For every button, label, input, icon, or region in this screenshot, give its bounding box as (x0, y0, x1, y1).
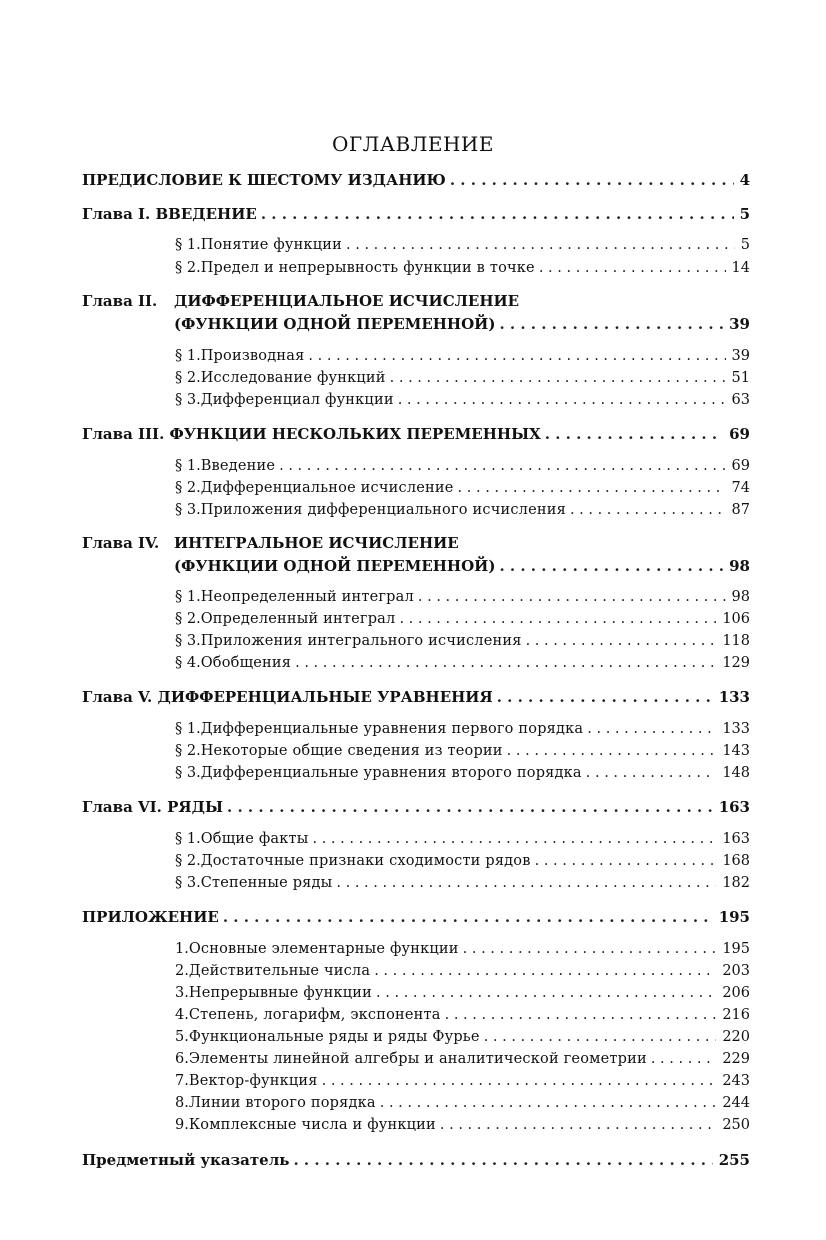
chapter-number: Глава VI. (82, 798, 162, 816)
page-number: 182 (722, 875, 750, 891)
toc-section[interactable]: § 2. Дифференциальное исчисление . . . 74 (175, 478, 750, 498)
toc-chapter-2[interactable] (174, 314, 750, 334)
page-number: 5 (740, 237, 750, 253)
toc-appendix[interactable] (82, 907, 750, 927)
chapter-title-cont: (ФУНКЦИИ ОДНОЙ ПЕРЕМЕННОЙ) (174, 315, 496, 333)
toc-appendix-item[interactable]: 9. Комплексные числа и функции . . . 250 (175, 1115, 750, 1135)
page-number: 143 (722, 743, 750, 759)
chapter-number: Глава I. (82, 205, 151, 223)
toc-section[interactable]: § 2. Некоторые общие сведения из теории . . . 143 (175, 741, 750, 761)
page-number: 244 (722, 1095, 750, 1111)
chapter-number: Глава V. (82, 688, 153, 706)
toc-appendix-item[interactable]: 1. Основные элементарные функции . . . 195 (175, 939, 750, 959)
page-number: 133 (718, 688, 750, 706)
page-number: 106 (722, 611, 750, 627)
entry-label: ПРЕДИСЛОВИЕ К ШЕСТОМУ ИЗДАНИЮ (82, 171, 446, 189)
chapter-number: Глава III. (82, 425, 165, 443)
toc-appendix-item[interactable]: 6. Элементы линейной алгебры и аналитической геометрии . . . 229 (175, 1049, 750, 1069)
toc-section[interactable]: § 2. Исследование функций . . . 51 (175, 368, 750, 388)
toc-chapter-4-heading[interactable] (82, 533, 459, 553)
page-number: 14 (731, 260, 750, 276)
page-number: 39 (729, 315, 750, 333)
page-number: 203 (722, 963, 750, 979)
toc-chapter-3[interactable] (82, 424, 750, 444)
chapter-title: ДИФФЕРЕНЦИАЛЬНОЕ ИСЧИСЛЕНИЕ (174, 292, 520, 310)
toc-section[interactable]: § 1. Введение . . . 69 (175, 456, 750, 476)
toc-section[interactable]: § 4. Обобщения . . . 129 (175, 653, 750, 673)
chapter-title: РЯДЫ (167, 798, 224, 816)
page-number: 69 (731, 458, 750, 474)
page-number: 39 (731, 348, 750, 364)
chapter-number: Глава IV. (82, 534, 160, 552)
page-title: ОГЛАВЛЕНИЕ (332, 132, 494, 156)
toc-chapter-1[interactable] (82, 204, 750, 224)
toc-section[interactable]: § 2. Достаточные признаки сходимости рядов . . . 168 (175, 851, 750, 871)
page-number: 163 (718, 798, 750, 816)
toc-section[interactable]: § 1. Общие факты . . . 163 (175, 829, 750, 849)
page-number: 163 (722, 831, 750, 847)
page-number: 129 (722, 655, 750, 671)
page-number: 229 (722, 1051, 750, 1067)
toc-appendix-item[interactable]: 7. Вектор-функция . . . 243 (175, 1071, 750, 1091)
toc-section[interactable]: § 3. Приложения интегрального исчисления . . . 118 (175, 631, 750, 651)
toc-section[interactable]: § 1. Неопределенный интеграл . . . 98 (175, 587, 750, 607)
toc-section[interactable]: § 3. Степенные ряды . . . 182 (175, 873, 750, 893)
chapter-number: Глава II. (82, 292, 158, 310)
page-number: 133 (722, 721, 750, 737)
chapter-title: ВВЕДЕНИЕ (155, 205, 257, 223)
page-number: 206 (722, 985, 750, 1001)
page-number: 195 (718, 908, 750, 926)
toc-section[interactable]: § 2. Предел и непрерывность функции в точке . . . 14 (175, 258, 750, 278)
toc-appendix-item[interactable]: 2. Действительные числа . . . 203 (175, 961, 750, 981)
toc-section[interactable]: § 2. Определенный интеграл . . . 106 (175, 609, 750, 629)
page-number: 243 (722, 1073, 750, 1089)
page-number: 5 (739, 205, 750, 223)
toc-section[interactable]: § 1. Производная . . . 39 (175, 346, 750, 366)
page-number: 195 (722, 941, 750, 957)
page-number: 220 (722, 1029, 750, 1045)
chapter-title: ДИФФЕРЕНЦИАЛЬНЫЕ УРАВНЕНИЯ (157, 688, 493, 706)
page-number: 4 (739, 171, 750, 189)
page-number: 148 (722, 765, 750, 781)
chapter-title: ИНТЕГРАЛЬНОЕ ИСЧИСЛЕНИЕ (174, 534, 459, 552)
toc-index[interactable] (82, 1150, 750, 1170)
chapter-title: ФУНКЦИИ НЕСКОЛЬКИХ ПЕРЕМЕННЫХ (169, 425, 541, 443)
page-number: 87 (731, 502, 750, 518)
page-number: 250 (722, 1117, 750, 1133)
chapter-title-cont: (ФУНКЦИИ ОДНОЙ ПЕРЕМЕННОЙ) (174, 557, 496, 575)
page-number: 168 (722, 853, 750, 869)
page-number: 63 (731, 392, 750, 408)
toc-section[interactable]: § 3. Дифференциал функции . . . 63 (175, 390, 750, 410)
page-number: 118 (722, 633, 750, 649)
toc-chapter-2-heading[interactable] (82, 291, 519, 311)
entry-label: ПРИЛОЖЕНИЕ (82, 908, 219, 926)
entry-label: Предметный указатель (82, 1151, 290, 1169)
toc-appendix-item[interactable]: 5. Функциональные ряды и ряды Фурье . . . 220 (175, 1027, 750, 1047)
toc-entry-preface[interactable] (82, 170, 750, 190)
toc-section[interactable]: § 1. Дифференциальные уравнения первого порядка . . . 133 (175, 719, 750, 739)
page-number: 51 (731, 370, 750, 386)
toc-section[interactable]: § 3. Дифференциальные уравнения второго порядка . . . 148 (175, 763, 750, 783)
page-number: 216 (722, 1007, 750, 1023)
page-number: 255 (718, 1151, 750, 1169)
page-number: 98 (729, 557, 750, 575)
toc-chapter-4[interactable] (174, 556, 750, 576)
toc-section[interactable]: § 3. Приложения дифференциального исчисления . . . 87 (175, 500, 750, 520)
page-number: 98 (731, 589, 750, 605)
toc-appendix-item[interactable]: 4. Степень, логарифм, экспонента . . . 216 (175, 1005, 750, 1025)
toc-appendix-item[interactable]: 8. Линии второго порядка . . . 244 (175, 1093, 750, 1113)
toc-section[interactable]: § 1. Понятие функции . . . 5 (175, 235, 750, 255)
page-number: 74 (731, 480, 750, 496)
toc-chapter-5[interactable] (82, 687, 750, 707)
page-number: 69 (729, 425, 750, 443)
toc-chapter-6[interactable] (82, 797, 750, 817)
toc-appendix-item[interactable]: 3. Непрерывные функции . . . 206 (175, 983, 750, 1003)
